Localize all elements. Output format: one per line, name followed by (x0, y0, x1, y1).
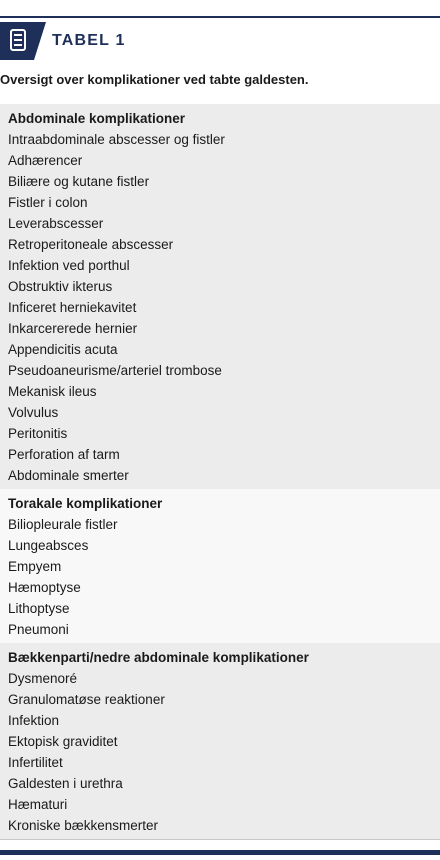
section-heading: Abdominale komplikationer (8, 111, 186, 126)
table-row: Pneumoni (8, 622, 69, 637)
table-row: Inkarcererede hernier (8, 321, 138, 336)
table-row: Biliopleurale fistler (8, 517, 118, 532)
top-rule (0, 16, 440, 18)
table-row: Peritonitis (8, 426, 68, 441)
table-row: Lungeabsces (8, 538, 89, 553)
table-title: TABEL 1 (52, 32, 126, 49)
table-row: Mekanisk ileus (8, 384, 97, 399)
table-row: Leverabscesser (8, 216, 104, 231)
table-row: Empyem (8, 559, 62, 574)
table-row: Granulomatøse reaktioner (8, 692, 165, 707)
table-caption: Oversigt over komplikationer ved tabte galdesten. (0, 72, 309, 87)
complications-table (0, 104, 440, 840)
bottom-rule (0, 850, 440, 855)
table-row: Appendicitis acuta (8, 342, 118, 357)
section-pelvic (0, 643, 440, 839)
table-row: Intraabdominale abscesser og fistler (8, 132, 225, 147)
section-heading: Bækkenparti/nedre abdominale komplikationer (8, 650, 309, 665)
table-row: Perforation af tarm (8, 447, 120, 462)
table-row: Retroperitoneale abscesser (8, 237, 174, 252)
table-row: Kroniske bækkensmerter (8, 818, 159, 833)
table-row: Pseudoaneurisme/arteriel trombose (8, 363, 222, 378)
section-abdominal (0, 104, 440, 489)
table-row: Dysmenoré (8, 671, 78, 686)
table-row: Infektion ved porthul (8, 258, 130, 273)
table-row: Infektion (8, 713, 60, 728)
table-row: Obstruktiv ikterus (8, 279, 113, 294)
table-row: Volvulus (8, 405, 59, 420)
table-row: Adhærencer (8, 153, 83, 168)
document-list-icon (0, 22, 46, 60)
table-row: Ektopisk graviditet (8, 734, 118, 749)
table-row: Galdesten i urethra (8, 776, 123, 791)
section-thoracic (0, 489, 440, 643)
section-heading: Torakale komplikationer (8, 496, 163, 511)
table-row: Lithoptyse (8, 601, 70, 616)
table-row: Inficeret herniekavitet (8, 300, 137, 315)
table-row: Hæmaturi (8, 797, 68, 812)
table-row: Abdominale smerter (8, 468, 129, 483)
table-header (0, 22, 440, 60)
table-row: Fistler i colon (8, 195, 88, 210)
table-row: Biliære og kutane fistler (8, 174, 150, 189)
table-row: Infertilitet (8, 755, 63, 770)
table-row: Hæmoptyse (8, 580, 81, 595)
